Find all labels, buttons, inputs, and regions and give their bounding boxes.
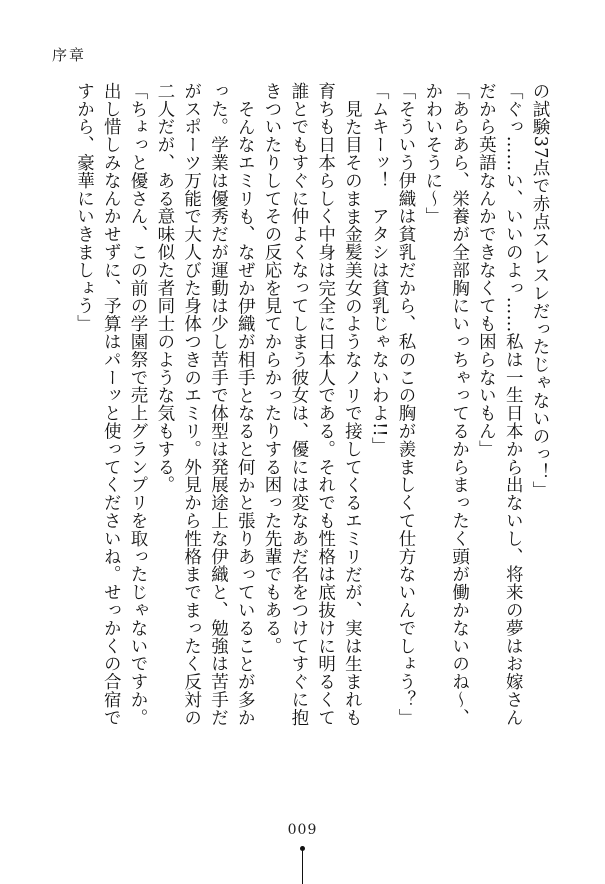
chapter-header: 序章	[52, 46, 87, 64]
paragraph: の試験37点で赤点スレスレだったじゃないのっ！」	[530, 82, 550, 499]
paragraph: 見た目そのまま金髪美女のようなノリで接してくるエミリだが、実は生まれも育ちも日本らしく中身は完全に日本人である。それでも性格は底抜けに明るくて誰とでもすぐに仲よくなってしまう彼女は、優には変なあだ名をつけてすぐに抱きついたりしてその反応を見てからかったりする困った先輩でもある。	[262, 82, 363, 727]
page-marker-icon	[300, 846, 305, 884]
vertical-body-text	[43, 82, 553, 732]
page-number: 009	[287, 822, 318, 838]
paragraph: 「ムキーッ！ アタシは貧乳じゃないわよ!!」	[369, 82, 390, 455]
paragraph: 「あらあら、栄養が全部胸にいっちゃってるからまったく頭が働かないのね～、かわいそうに～」	[422, 82, 470, 727]
paragraph: 「ぐっ……い、いいのよっ……私は一生日本から出ないし、将来の夢はお嫁さんだから英語なんかできなくても困らないもん」	[476, 82, 524, 727]
paragraph: 「ちょっと優さん、この前の学園祭で売上グランプリを取ったじゃないですか。出し惜しみなんかせずに、予算はパーッと使ってくださいね。せっかくの合宿ですから、豪華にいきましょう」	[74, 82, 149, 727]
paragraph: そんなエミリも、なぜか伊織が相手となると何かと張りあっていることが多かった。学業は優秀だが運動は少し苦手で体型は発展途上な伊織と、勉強は苦手だがスポーツ万能で大人びた身体つきのエミリ。外見から性格までまったく反対の二人だが、ある意味似た者同士のような気もする。	[154, 82, 256, 727]
paragraph: 「そういう伊織は貧乳だから、私のこの胸が羨ましくて仕方ないんでしょう？」	[396, 82, 417, 727]
